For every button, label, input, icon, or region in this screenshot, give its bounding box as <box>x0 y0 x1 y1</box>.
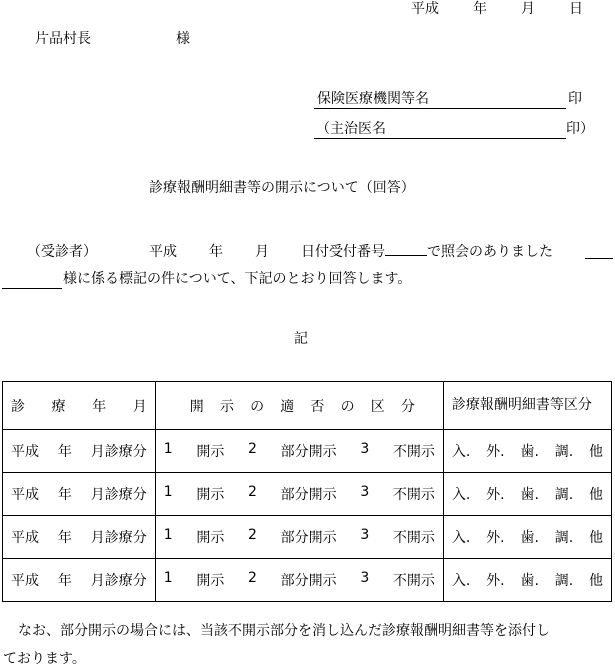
row-disclosure-options: 1 開示 2 部分開示 3 不開示 <box>155 430 443 473</box>
date-year: 年 <box>473 1 487 17</box>
addressee-honorific: 様 <box>176 31 190 47</box>
row-treatment-period: 平成 年 月診療分 <box>3 559 156 602</box>
receipt-number-blank <box>385 241 427 256</box>
body-year: 年 <box>209 244 223 260</box>
header-disclosure-category: 開 示 の 適 否 の 区 分 <box>155 382 443 430</box>
body-line-2: 様に係る標記の件について、下記のとおり回答します。 <box>63 271 412 287</box>
row-treatment-period: 平成 年 月診療分 <box>3 516 156 559</box>
footer-note-line-2: ております。 <box>3 651 86 667</box>
ki-heading: 記 <box>294 331 308 347</box>
row-statement-types: 入. 外. 歯. 調. 他 <box>443 430 611 473</box>
institution-seal: 印 <box>568 91 582 107</box>
row-statement-types: 入. 外. 歯. 調. 他 <box>443 516 611 559</box>
row-disclosure-options: 1 開示 2 部分開示 3 不開示 <box>155 516 443 559</box>
patient-name-blank-1 <box>585 258 613 259</box>
row-statement-types: 入. 外. 歯. 調. 他 <box>443 473 611 516</box>
doctor-underline <box>314 138 566 139</box>
row-treatment-period: 平成 年 月診療分 <box>3 430 156 473</box>
document-title: 診療報酬明細書等の開示について（回答） <box>149 180 415 196</box>
date-line <box>411 1 583 17</box>
header-statement-type: 診療報酬明細書等区分 <box>443 382 611 430</box>
row-statement-types: 入. 外. 歯. 調. 他 <box>443 559 611 602</box>
disclosure-table <box>2 381 612 602</box>
footer-note-line-1: なお、部分開示の場合には、当該不開示部分を消し込んだ診療報酬明細書等を添付し <box>18 623 550 639</box>
date-era: 平成 <box>411 1 439 17</box>
row-treatment-period: 平成 年 月診療分 <box>3 473 156 516</box>
table-row <box>3 559 612 602</box>
addressee: 片品村長 <box>35 31 91 47</box>
table-row <box>3 430 612 473</box>
body-era: 平成 <box>149 244 177 260</box>
table-row <box>3 473 612 516</box>
institution-label: 保険医療機関等名 <box>317 91 429 107</box>
receipt-label: 日付受付番号 <box>301 244 385 260</box>
patient-label: （受診者） <box>27 244 97 260</box>
body-month: 月 <box>255 244 269 260</box>
row-disclosure-options: 1 開示 2 部分開示 3 不開示 <box>155 473 443 516</box>
doctor-label: （主治医名 <box>316 121 386 137</box>
date-day: 日 <box>569 1 583 17</box>
table-header-row <box>3 382 612 430</box>
patient-name-blank-2 <box>2 288 62 289</box>
doctor-seal: 印） <box>566 121 594 137</box>
body-text-after-number: で照会のありました <box>427 244 553 260</box>
header-treatment-month: 診 療 年 月 <box>3 382 156 430</box>
institution-underline <box>314 108 566 109</box>
date-month: 月 <box>521 1 535 17</box>
body-line-1 <box>27 241 553 260</box>
table-row <box>3 516 612 559</box>
row-disclosure-options: 1 開示 2 部分開示 3 不開示 <box>155 559 443 602</box>
